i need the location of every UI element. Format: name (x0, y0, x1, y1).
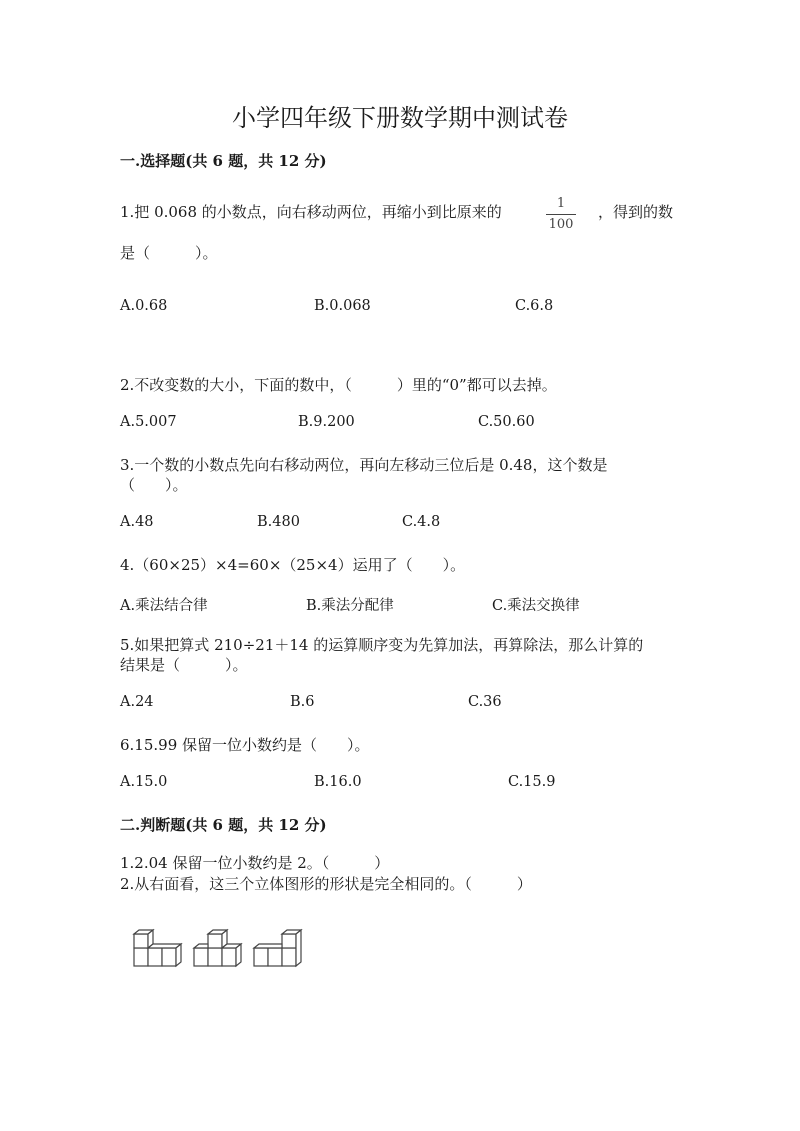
question-1-line2: 是（ ）。 (120, 244, 218, 262)
question-2-option-c: C.50.60 (478, 414, 535, 430)
question-6-option-b: B.16.0 (314, 774, 362, 790)
question-3-option-c: C.4.8 (402, 514, 441, 530)
question-3-line2: （ ）。 (120, 476, 188, 494)
question-3-line1: 3.一个数的小数点先向右移动两位，再向左移动三位后是 0.48，这个数是 (120, 456, 608, 474)
question-1-line1: 1.把 0.068 的小数点，向右移动两位，再缩小到比原来的 (120, 203, 502, 221)
question-6-option-a: A.15.0 (120, 774, 168, 790)
question-6-line1: 6.15.99 保留一位小数约是（ ）。 (120, 736, 370, 754)
question-3-option-b: B.480 (257, 514, 300, 530)
question-5-line1: 5.如果把算式 210÷21＋14 的运算顺序变为先算加法，再算除法，那么计算的 (120, 636, 644, 654)
question-1-line1-after: ，得到的数 (598, 203, 674, 221)
cube-figure-1 (134, 930, 181, 966)
question-5-option-a: A.24 (120, 694, 154, 710)
question-2-option-a: A.5.007 (120, 414, 177, 430)
question-1-option-c: C.6.8 (515, 298, 554, 314)
section-heading-judgement: 二.判断题(共 6 题，共 12 分) (120, 816, 327, 834)
fraction-denominator: 100 (548, 217, 574, 232)
question-2-option-b: B.9.200 (298, 414, 355, 430)
question-5-line2: 结果是（ ）。 (120, 656, 248, 674)
cube-figures (128, 928, 308, 970)
question-4-option-b: B.乘法分配律 (306, 598, 394, 614)
question-4-option-c: C.乘法交换律 (492, 598, 580, 614)
question-2-line1: 2.不改变数的大小，下面的数中，（ ）里的“0”都可以去掉。 (120, 376, 557, 394)
question-4-line1: 4.（60×25）×4=60×（25×4）运用了（ ）。 (120, 556, 466, 574)
page-title: 小学四年级下册数学期中测试卷 (232, 104, 568, 132)
fraction-bar (546, 214, 576, 215)
fraction-numerator: 1 (556, 196, 566, 211)
question-5-option-b: B.6 (290, 694, 315, 710)
question-3-option-a: A.48 (120, 514, 154, 530)
question-1-option-a: A.0.68 (120, 298, 168, 314)
question-1-option-b: B.0.068 (314, 298, 371, 314)
question-5-option-c: C.36 (468, 694, 502, 710)
question-4-option-a: A.乘法结合律 (120, 598, 208, 614)
cube-figure-2 (194, 930, 241, 966)
judgement-question-1: 1.2.04 保留一位小数约是 2。（ ） (120, 854, 390, 872)
section-heading-choice: 一.选择题(共 6 题，共 12 分) (120, 152, 327, 170)
cube-figure-3 (254, 930, 301, 966)
question-6-option-c: C.15.9 (508, 774, 556, 790)
fraction-one-hundredth (546, 196, 576, 233)
judgement-question-2: 2.从右面看，这三个立体图形的形状是完全相同的。（ ） (120, 875, 532, 893)
